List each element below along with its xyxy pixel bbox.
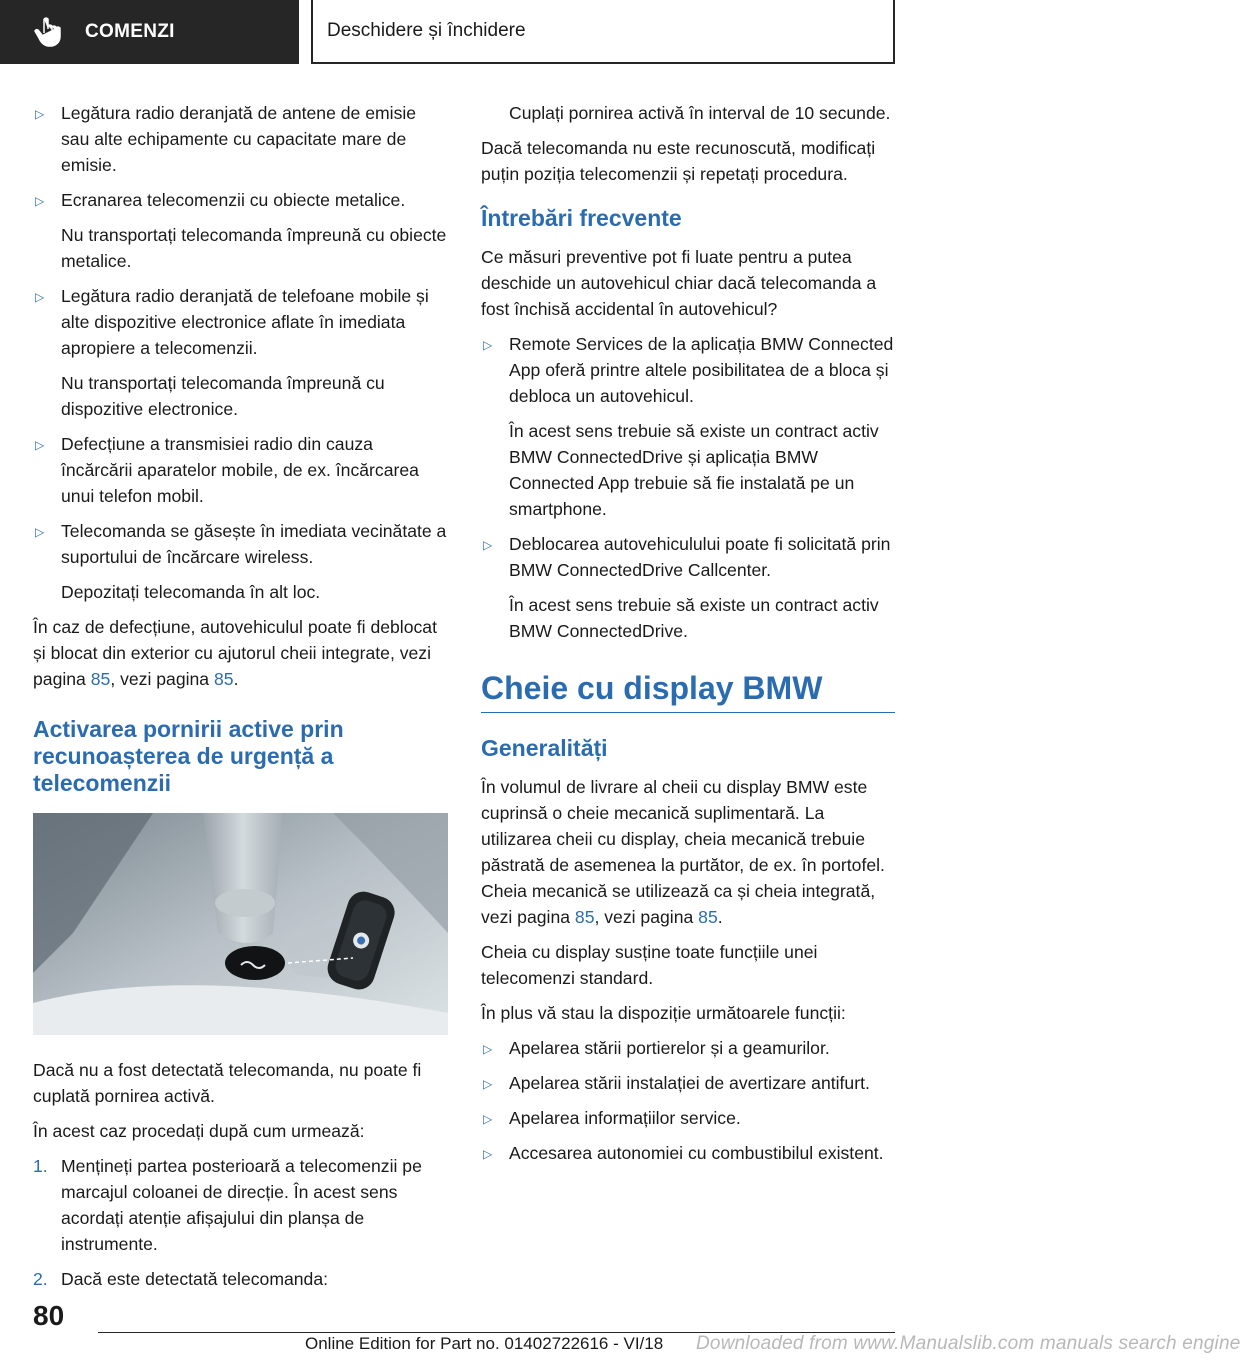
list-item-note: În acest sens trebuie să existe un contract activ BMW ConnectedDrive. xyxy=(509,595,879,641)
chapter-title: Cheie cu display BMW xyxy=(481,666,895,713)
paragraph: În caz de defecțiune, autovehiculul poate fi deblocat și blocat din exterior cu ajutorul cheii integrate, vezi pagina 85, vezi pagina 85. xyxy=(33,617,437,689)
list-item: ▷ Ecranarea telecomenzii cu obiecte metalice. xyxy=(33,187,448,213)
triangle-bullet-icon: ▷ xyxy=(483,1147,493,1161)
paragraph: În acest caz procedați după cum urmează: xyxy=(33,1121,365,1141)
list-item-note: În acest sens trebuie să existe un contract activ BMW ConnectedDrive și aplicația BMW Connected App trebuie să fie instalată pe un smartphone. xyxy=(509,421,879,519)
section-label: COMENZI xyxy=(85,21,175,42)
triangle-bullet-icon: ▷ xyxy=(483,1077,493,1091)
triangle-bullet-icon: ▷ xyxy=(35,290,45,304)
list-item: ▷ Legătura radio deranjată de telefoane mobile și alte dispozitive electronice aflate în imediata apropiere a telecomenzii. xyxy=(35,286,429,358)
triangle-bullet-icon: ▷ xyxy=(35,194,45,208)
list-item-note: Depozitați telecomanda în alt loc. xyxy=(61,582,321,602)
steering-column-key-photo xyxy=(33,813,448,1035)
list-item-note: Nu transportați telecomanda împreună cu dispozitive electronice. xyxy=(61,373,385,419)
list-item: ▷ Legătura radio deranjată de antene de emisie sau alte echipamente cu capacitate mare de emisie. xyxy=(35,103,417,175)
watermark: Downloaded from www.Manualslib.com manuals search engine xyxy=(696,1333,1241,1354)
triangle-bullet-icon: ▷ xyxy=(483,538,493,552)
numbered-step: 2. Dacă este detectată telecomanda: xyxy=(33,1269,329,1289)
page-link[interactable]: 85 xyxy=(698,907,718,927)
triangle-bullet-icon: ▷ xyxy=(483,1112,493,1126)
list-item: ▷ Apelarea stării instalației de avertizare antifurt. xyxy=(481,1070,895,1096)
section-tab[interactable] xyxy=(0,0,299,64)
paragraph: Dacă nu a fost detectată telecomanda, nu poate fi cuplată pornirea activă. xyxy=(33,1060,422,1106)
faq-heading: Întrebări frecvente xyxy=(481,205,682,231)
triangle-bullet-icon: ▷ xyxy=(483,338,493,352)
page-number: 80 xyxy=(33,1300,65,1331)
page-link[interactable]: 85 xyxy=(574,907,595,927)
hand-pointer-icon xyxy=(30,13,68,51)
paragraph: Dacă telecomanda nu este recunoscută, modificați puțin poziția telecomenzii și repetați procedura. xyxy=(481,138,876,184)
page-link[interactable]: 85 xyxy=(214,669,234,689)
page-header xyxy=(311,0,895,64)
edition-note: Online Edition for Part no. 01402722616 - VI/18 xyxy=(305,1334,664,1353)
left-column xyxy=(33,100,448,1301)
list-item: ▷ Apelarea informațiilor service. xyxy=(481,1105,895,1131)
right-column xyxy=(481,100,895,1175)
triangle-bullet-icon: ▷ xyxy=(35,107,45,121)
list-item: ▷ Remote Services de la aplicația BMW Connected App oferă printre altele posibilitatea de a bloca și debloca un autovehicul. xyxy=(483,334,894,406)
list-item-note: Nu transportați telecomanda împreună cu obiecte metalice. xyxy=(61,225,447,271)
numbered-step: 1. Mențineți partea posterioară a telecomenzii pe marcajul coloanei de direcție. În acest sens acordați atenție afișajului din planșa de instrumente. xyxy=(33,1156,422,1254)
list-item: ▷ Telecomanda se găsește în imediata vecinătate a suportului de încărcare wireless. xyxy=(35,521,447,567)
faq-question: Ce măsuri preventive pot fi luate pentru a putea deschide un autovehicul chiar dacă telecomanda a fost închisă accidental în autovehicul? xyxy=(481,247,877,319)
list-item: ▷ Defecțiune a transmisiei radio din cauza încărcării aparatelor mobile, de ex. încărcarea unui telefon mobil. xyxy=(35,434,419,506)
section-heading: Generalități xyxy=(481,735,608,761)
paragraph: În volumul de livrare al cheii cu display BMW este cuprinsă o cheie mecanică suplimentară. La utilizarea cheii cu display, cheia mecanică trebuie păstrată de asemenea la purtător, de ex. în portofel. Cheia mecanică se utilizează ca și cheia integrată, vezi pagina 85, vezi pagina 85. xyxy=(481,777,885,927)
list-item: ▷ Apelarea stării portierelor și a geamurilor. xyxy=(481,1035,895,1061)
paragraph: În plus vă stau la dispoziție următoarele funcții: xyxy=(481,1003,846,1023)
list-item: ▷ Accesarea autonomiei cu combustibilul existent. xyxy=(481,1140,895,1166)
list-item: ▷ Deblocarea autovehiculului poate fi solicitată prin BMW ConnectedDrive Callcenter. xyxy=(483,534,891,580)
step-continuation: Cuplați pornirea activă în interval de 10 secunde. xyxy=(509,103,891,123)
page-link[interactable]: 85 xyxy=(90,669,111,689)
triangle-bullet-icon: ▷ xyxy=(483,1042,493,1056)
paragraph: Cheia cu display susține toate funcțiile unei telecomenzi standard. xyxy=(481,942,818,988)
triangle-bullet-icon: ▷ xyxy=(35,438,45,452)
section-heading: Activarea pornirii active prin recunoașterea de urgență a telecomenzii xyxy=(33,716,344,796)
page-title: Deschidere și închidere xyxy=(327,20,526,41)
triangle-bullet-icon: ▷ xyxy=(35,525,45,539)
